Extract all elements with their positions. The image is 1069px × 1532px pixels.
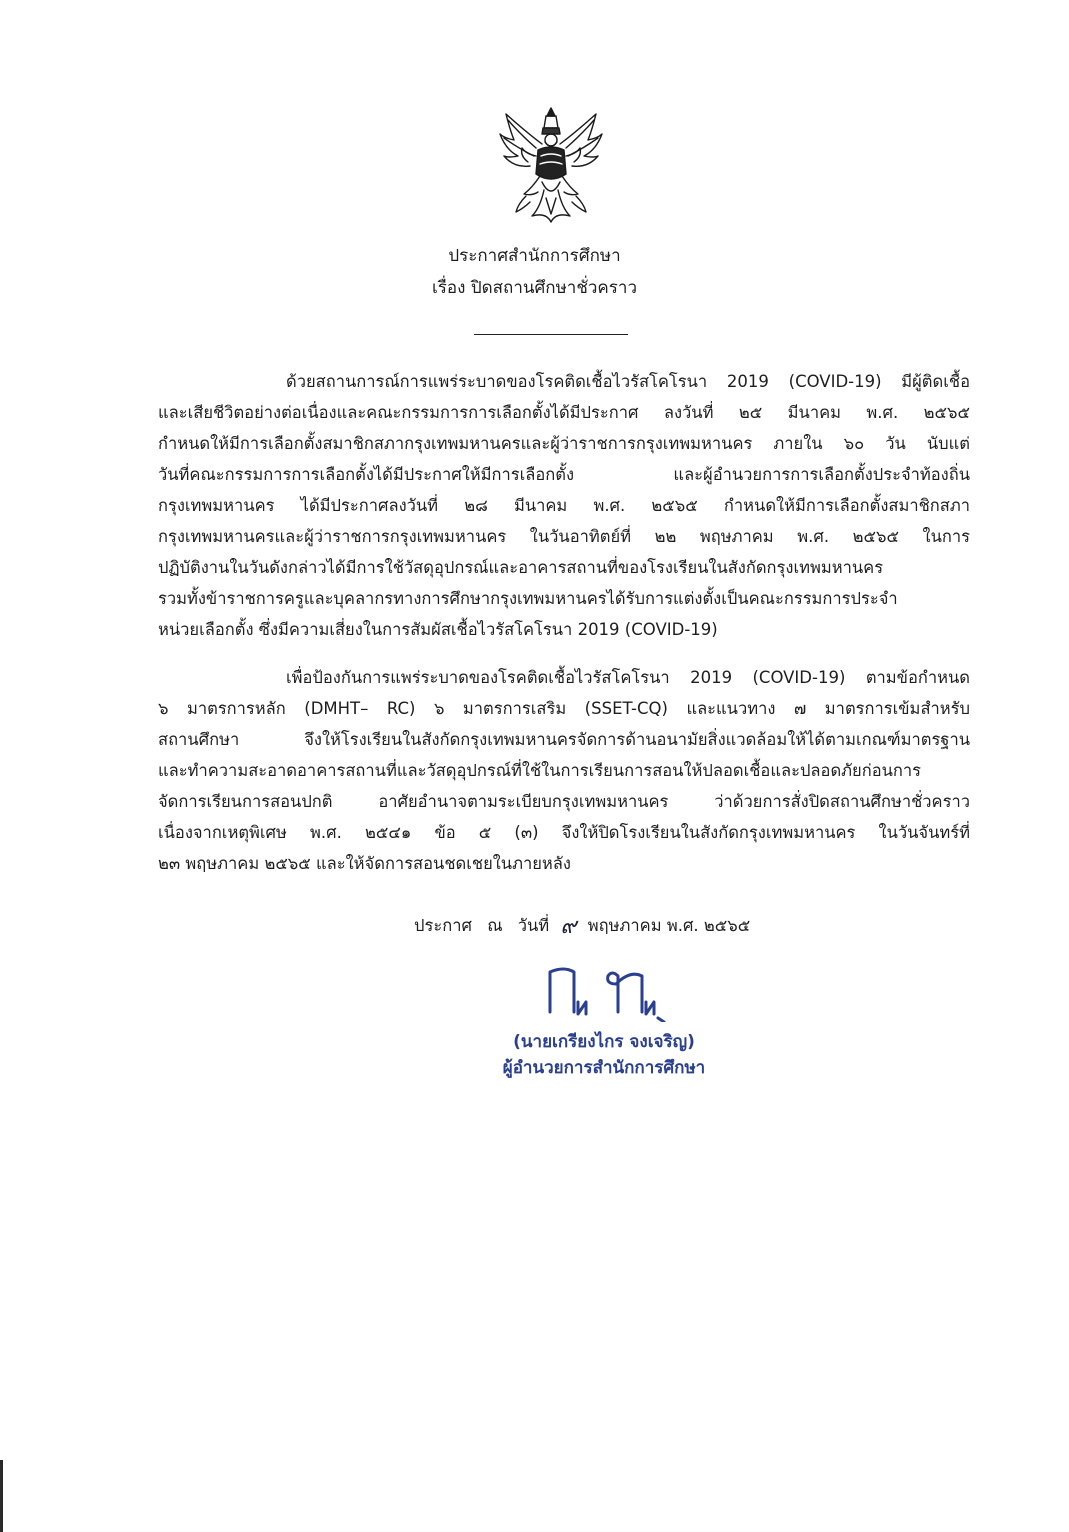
paragraph-line: กำหนดให้มีการเลือกตั้งสมาชิกสภากรุงเทพมหานครและผู้ว่าราชการกรุงเทพมหานคร ภายใน ๖๐ วัน นับแต่ bbox=[158, 434, 970, 453]
paragraph-line: และเสียชีวิตอย่างต่อเนื่องและคณะกรรมการการเลือกตั้งได้มีประกาศ ลงวันที่ ๒๕ มีนาคม พ.ศ. ๒๕๖๕ bbox=[158, 403, 970, 422]
paragraph-line: วันที่คณะกรรมการการเลือกตั้งได้มีประกาศให้มีการเลือกตั้ง และผู้อำนวยการการเลือกตั้งประจำท้องถิ่น bbox=[158, 465, 970, 484]
paragraph-line: รวมทั้งข้าราชการครูและบุคลากรทางการศึกษากรุงเทพมหานครได้รับการแต่งตั้งเป็นคณะกรรมการประจำ bbox=[158, 589, 898, 608]
body-paragraph-2 bbox=[158, 662, 970, 879]
paragraph-line: ปฏิบัติงานในวันดังกล่าวได้มีการใช้วัสดุอุปกรณ์และอาคารสถานที่ของโรงเรียนในสังกัดกรุงเทพมหานคร bbox=[158, 558, 884, 577]
announcement-header: ประกาศสำนักการศึกษา bbox=[448, 246, 621, 266]
paragraph-line: กรุงเทพมหานคร ได้มีประกาศลงวันที่ ๒๘ มีนาคม พ.ศ. ๒๕๖๕ กำหนดให้มีการเลือกตั้งสมาชิกสภา bbox=[158, 496, 970, 515]
header-divider bbox=[474, 334, 628, 335]
paragraph-line: สถานศึกษา จึงให้โรงเรียนในสังกัดกรุงเทพมหานครจัดการด้านอนามัยสิ่งแวดล้อมให้ได้ตามเกณฑ์มาตรฐาน bbox=[158, 730, 970, 749]
paragraph-line: กรุงเทพมหานครและผู้ว่าราชการกรุงเทพมหานคร ในวันอาทิตย์ที่ ๒๒ พฤษภาคม พ.ศ. ๒๕๖๕ ในการ bbox=[158, 527, 970, 546]
paragraph-line: ๖ มาตรการหลัก (DMHT– RC) ๖ มาตรการเสริม (SSET-CQ) และแนวทาง ๗ มาตรการเข้มสำหรับ bbox=[158, 699, 970, 718]
dateline-prefix: ประกาศ bbox=[414, 916, 472, 935]
paragraph-line: หน่วยเลือกตั้ง ซึ่งมีความเสี่ยงในการสัมผัสเชื้อไวรัสโคโรนา 2019 (COVID-19) bbox=[158, 620, 718, 639]
dateline-at: ณ bbox=[487, 916, 503, 935]
announcement-subject: เรื่อง ปิดสถานศึกษาชั่วคราว bbox=[431, 278, 638, 298]
garuda-emblem-icon bbox=[496, 104, 606, 226]
signer-name: (นายเกรียงไกร จงเจริญ) bbox=[513, 1032, 695, 1052]
announcement-dateline bbox=[414, 910, 750, 941]
handwritten-day: ๙ bbox=[560, 914, 577, 939]
dateline-day-label: วันที่ bbox=[517, 916, 550, 935]
paragraph-line: เนื่องจากเหตุพิเศษ พ.ศ. ๒๕๔๑ ข้อ ๕ (๓) จึงให้ปิดโรงเรียนในสังกัดกรุงเทพมหานคร ในวันจันทร์ที่ bbox=[158, 823, 970, 842]
paragraph-line: จัดการเรียนการสอนปกติ อาศัยอำนาจตามระเบียบกรุงเทพมหานคร ว่าด้วยการสั่งปิดสถานศึกษาชั่วคราว bbox=[158, 792, 970, 811]
signer-title: ผู้อำนวยการสำนักการศึกษา bbox=[502, 1058, 706, 1078]
paragraph-line: ๒๓ พฤษภาคม ๒๕๖๕ และให้จัดการสอนชดเชยในภายหลัง bbox=[158, 854, 571, 873]
paragraph-line: เพื่อป้องกันการแพร่ระบาดของโรคติดเชื้อไวรัสโคโรนา 2019 (COVID-19) ตามข้อกำหนด bbox=[286, 668, 970, 687]
dateline-month-year: พฤษภาคม พ.ศ. ๒๕๖๕ bbox=[587, 916, 751, 935]
paragraph-line: ด้วยสถานการณ์การแพร่ระบาดของโรคติดเชื้อไวรัสโคโรนา 2019 (COVID-19) มีผู้ติดเชื้อ bbox=[286, 372, 970, 391]
handwritten-signature bbox=[534, 962, 694, 1022]
scan-edge-mark bbox=[0, 1460, 3, 1532]
body-paragraph-1 bbox=[158, 366, 970, 645]
paragraph-line: และทำความสะอาดอาคารสถานที่และวัสดุอุปกรณ์ที่ใช้ในการเรียนการสอนให้ปลอดเชื้อและปลอดภัยก่อนการ bbox=[158, 761, 922, 780]
